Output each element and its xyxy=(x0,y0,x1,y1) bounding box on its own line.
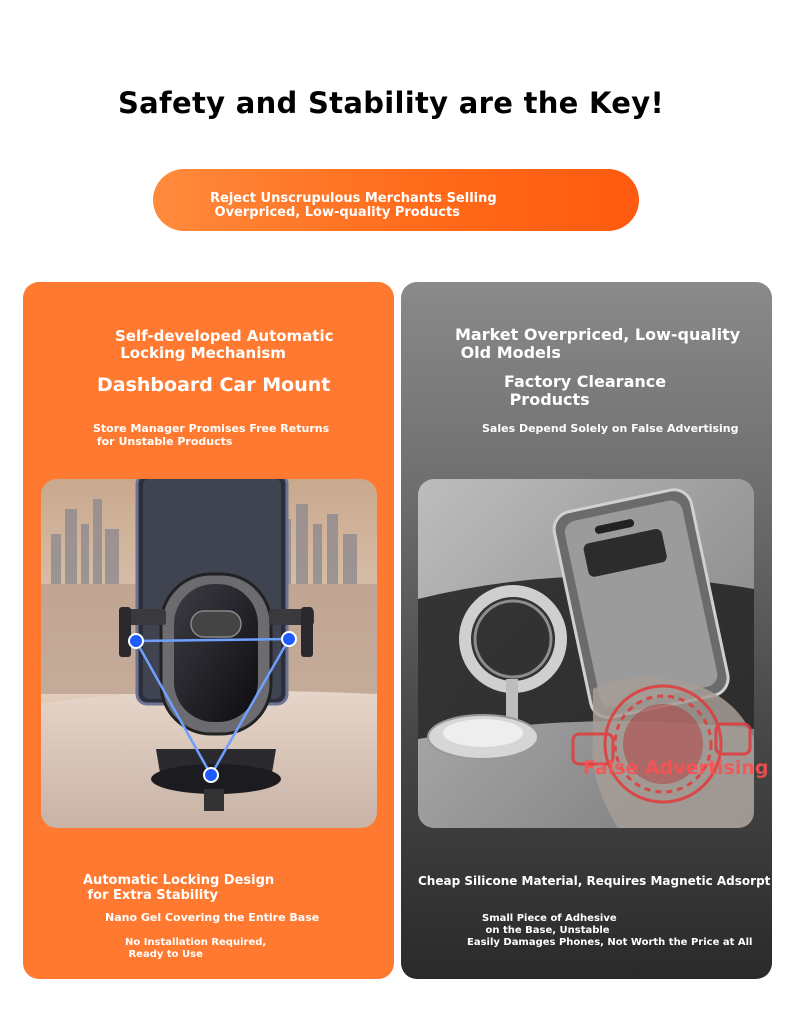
banner-line-1: Reject Unscrupulous Merchants Selling xyxy=(210,191,497,206)
product-photo xyxy=(41,479,377,828)
feature-point-2: Nano Gel Covering the Entire Base xyxy=(105,911,320,924)
competitor-subheading-line-2: Products xyxy=(509,390,590,409)
return-promise-line-2: for Unstable Products xyxy=(96,435,233,448)
feature-point-1-line-1: Automatic Locking Design xyxy=(83,873,275,888)
feature-heading-line-2: Locking Mechanism xyxy=(120,344,286,362)
return-promise-line-1: Store Manager Promises Free Returns xyxy=(93,422,330,435)
feature-point-1-line-2: for Extra Stability xyxy=(87,888,218,903)
page-title: Safety and Stability are the Key! xyxy=(118,86,665,120)
competitor-subheading xyxy=(504,373,666,409)
feature-point-3-line-1: No Installation Required, xyxy=(125,937,267,948)
feature-point-3 xyxy=(125,937,266,961)
competitor-heading xyxy=(455,326,740,362)
false-advertising-label: False Advertising xyxy=(583,757,769,779)
competitor-heading-line-2: Old Models xyxy=(460,343,561,362)
drawback-point-2-line-2: on the Base, Unstable xyxy=(485,925,610,936)
drawback-point-3: Easily Damages Phones, Not Worth the Price at All xyxy=(467,937,753,948)
feature-heading xyxy=(115,328,334,362)
feature-point-3-line-2: Ready to Use xyxy=(128,949,203,960)
drawback-point-1: Cheap Silicone Material, Requires Magnetic Adsorpt xyxy=(418,874,771,888)
banner-text xyxy=(210,192,497,220)
competitor-claim: Sales Depend Solely on False Advertising xyxy=(482,422,739,435)
feature-heading-line-1: Self-developed Automatic xyxy=(115,327,334,345)
banner-line-2: Overpriced, Low-quality Products xyxy=(214,205,460,220)
competitor-subheading-line-1: Factory Clearance xyxy=(504,372,667,391)
feature-point-1 xyxy=(83,873,274,903)
competitor-heading-line-1: Market Overpriced, Low-quality xyxy=(455,325,741,344)
return-promise xyxy=(93,422,329,448)
drawback-point-2 xyxy=(482,913,617,937)
product-name: Dashboard Car Mount xyxy=(97,374,331,396)
drawback-point-2-line-1: Small Piece of Adhesive xyxy=(482,913,617,924)
